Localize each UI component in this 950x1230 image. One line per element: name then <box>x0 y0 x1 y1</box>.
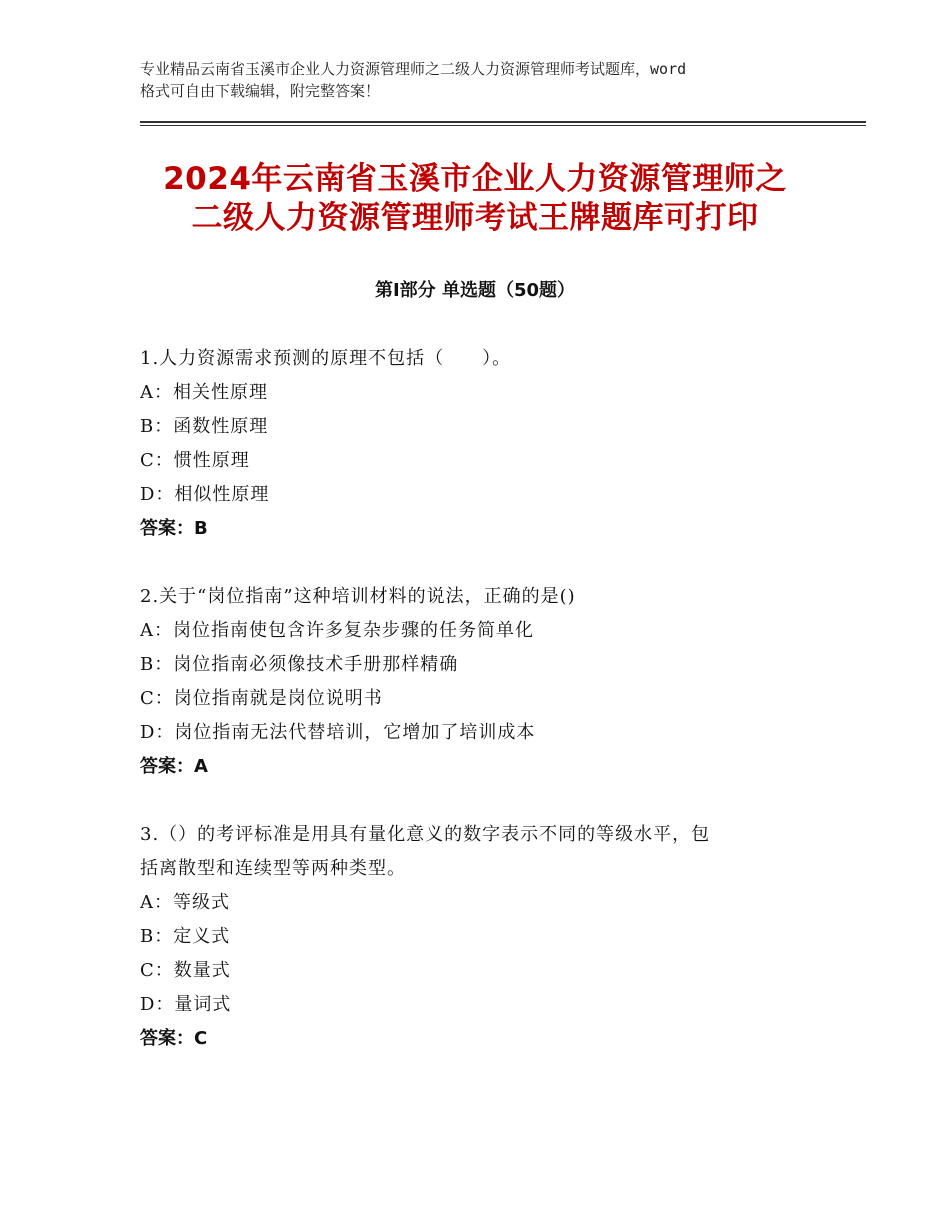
question-stem: 2.关于“岗位指南”这种培训材料的说法，正确的是() <box>140 586 576 607</box>
question-3 <box>140 818 820 1056</box>
header-note <box>140 58 820 102</box>
option-b: B：定义式 <box>140 926 231 947</box>
header-note-line-1: 专业精品云南省玉溪市企业人力资源管理师之二级人力资源管理师考试题库，word <box>140 60 687 78</box>
option-d: D：量词式 <box>140 994 232 1015</box>
question-2 <box>140 580 820 784</box>
answer: 答案：B <box>140 518 208 539</box>
option-b: B：岗位指南必须像技术手册那样精确 <box>140 654 459 675</box>
section-heading: 第Ⅰ部分 单选题（50题） <box>374 280 575 301</box>
question-list <box>140 342 820 1090</box>
option-a: A：岗位指南使包含许多复杂步骤的任务简单化 <box>140 620 534 641</box>
header-note-line-2: 格式可自由下载编辑，附完整答案！ <box>140 82 381 100</box>
option-c: C：惯性原理 <box>140 450 250 471</box>
option-a: A：相关性原理 <box>140 382 268 403</box>
answer: 答案：C <box>140 1028 208 1049</box>
title-line-1: 2024年云南省玉溪市企业人力资源管理师之 <box>163 161 787 197</box>
option-c: C：岗位指南就是岗位说明书 <box>140 688 383 709</box>
option-c: C：数量式 <box>140 960 231 981</box>
question-stem-line-2: 括离散型和连续型等两种类型。 <box>140 858 406 879</box>
option-d: D：相似性原理 <box>140 484 270 505</box>
document-title <box>100 160 850 238</box>
title-line-2: 二级人力资源管理师考试王牌题库可打印 <box>191 200 759 236</box>
option-b: B：函数性原理 <box>140 416 269 437</box>
option-a: A：等级式 <box>140 892 230 913</box>
question-1 <box>140 342 820 546</box>
header-divider-thin <box>140 125 866 126</box>
question-stem: 1.人力资源需求预测的原理不包括（ ）。 <box>140 348 512 369</box>
option-d: D：岗位指南无法代替培训，它增加了培训成本 <box>140 722 536 743</box>
question-stem-line-1: 3.（）的考评标准是用具有量化意义的数字表示不同的等级水平，包 <box>140 824 711 845</box>
answer: 答案：A <box>140 756 208 777</box>
header-divider-thick <box>140 121 866 123</box>
